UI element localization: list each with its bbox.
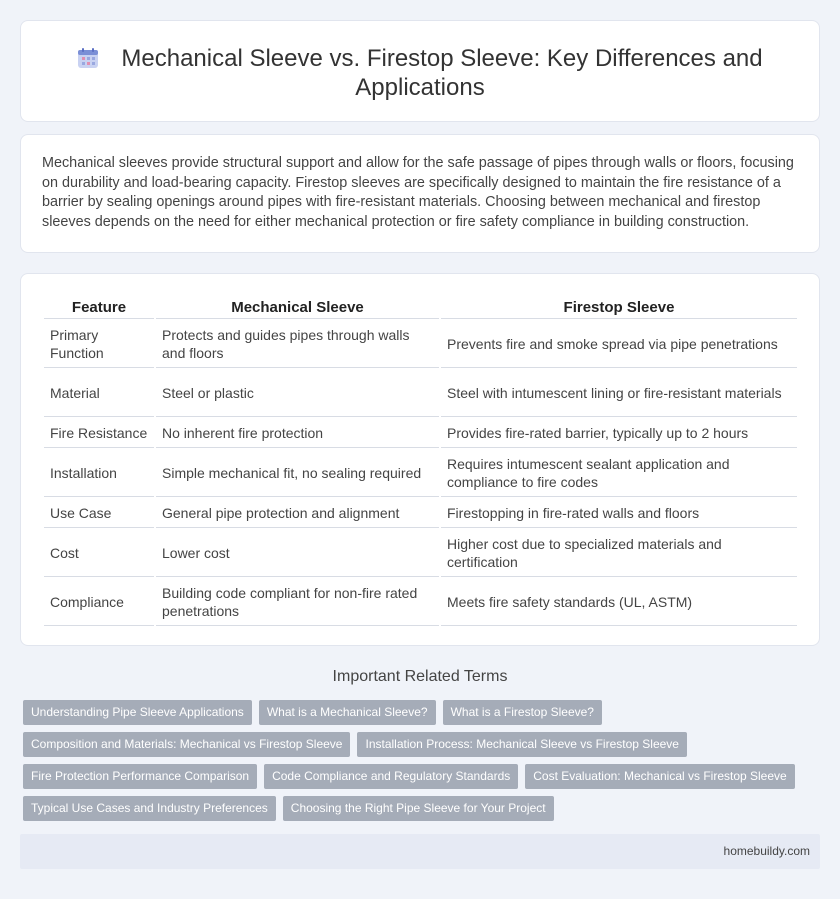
calendar-icon bbox=[77, 47, 99, 69]
table-cell: General pipe protection and alignment bbox=[156, 499, 439, 528]
table-cell: Steel with intumescent lining or fire-resistant materials bbox=[441, 370, 797, 417]
table-cell: Requires intumescent sealant application and compliance to fire codes bbox=[441, 450, 797, 497]
related-term-tag[interactable]: Typical Use Cases and Industry Preferences bbox=[23, 796, 276, 821]
table-row bbox=[44, 370, 797, 417]
table-cell: Prevents fire and smoke spread via pipe penetrations bbox=[441, 321, 797, 368]
header-card bbox=[20, 20, 820, 122]
header-feature: Feature bbox=[44, 296, 154, 319]
related-term-tag[interactable]: What is a Firestop Sleeve? bbox=[443, 700, 602, 725]
table-cell: Provides fire-rated barrier, typically up to 2 hours bbox=[441, 419, 797, 448]
table-cell: Material bbox=[44, 370, 154, 417]
table-row bbox=[44, 419, 797, 448]
table-row bbox=[44, 530, 797, 577]
table-cell: Higher cost due to specialized materials and certification bbox=[441, 530, 797, 577]
table-cell: Building code compliant for non-fire rated penetrations bbox=[156, 579, 439, 626]
related-term-tag[interactable]: Installation Process: Mechanical Sleeve vs Firestop Sleeve bbox=[357, 732, 686, 757]
related-term-tag[interactable]: Code Compliance and Regulatory Standards bbox=[264, 764, 518, 789]
related-terms-list bbox=[23, 700, 823, 828]
table-cell: Firestopping in fire-rated walls and floors bbox=[441, 499, 797, 528]
table-row bbox=[44, 450, 797, 497]
table-row bbox=[44, 499, 797, 528]
table-cell: Use Case bbox=[44, 499, 154, 528]
table-cell: Simple mechanical fit, no sealing required bbox=[156, 450, 439, 497]
related-term-tag[interactable]: Choosing the Right Pipe Sleeve for Your Project bbox=[283, 796, 554, 821]
related-term-tag[interactable]: Cost Evaluation: Mechanical vs Firestop Sleeve bbox=[525, 764, 794, 789]
table-cell: Fire Resistance bbox=[44, 419, 154, 448]
comparison-table bbox=[42, 294, 799, 628]
table-cell: Steel or plastic bbox=[156, 370, 439, 417]
table-row bbox=[44, 321, 797, 368]
page-title: Mechanical Sleeve vs. Firestop Sleeve: Key Differences and Applications bbox=[121, 45, 763, 101]
table-cell: Cost bbox=[44, 530, 154, 577]
table-cell: Installation bbox=[44, 450, 154, 497]
related-term-tag[interactable]: Fire Protection Performance Comparison bbox=[23, 764, 257, 789]
table-cell: No inherent fire protection bbox=[156, 419, 439, 448]
intro-card bbox=[20, 134, 820, 253]
table-cell: Lower cost bbox=[156, 530, 439, 577]
related-term-tag[interactable]: What is a Mechanical Sleeve? bbox=[259, 700, 436, 725]
header-mechanical: Mechanical Sleeve bbox=[156, 296, 439, 319]
related-term-tag[interactable]: Understanding Pipe Sleeve Applications bbox=[23, 700, 252, 725]
page-title-wrap bbox=[21, 44, 819, 102]
intro-paragraph: Mechanical sleeves provide structural support and allow for the safe passage of pipes through walls or floors, focusing on durability and load-bearing capacity. Firestop sleeves are specifically designed to maintain the fire resistance of a barrier by sealing openings around pipes with fire-resistant materials. Choosing between mechanical and firestop sleeves depends on the need for either mechanical protection or fire safety compliance in building construction. bbox=[42, 155, 794, 230]
footer bbox=[20, 834, 820, 869]
table-header-row bbox=[44, 296, 797, 319]
footer-site-link[interactable]: homebuildy.com bbox=[723, 844, 810, 858]
related-term-tag[interactable]: Composition and Materials: Mechanical vs Firestop Sleeve bbox=[23, 732, 350, 757]
related-terms-title: Important Related Terms bbox=[332, 668, 508, 685]
table-cell: Primary Function bbox=[44, 321, 154, 368]
table-row bbox=[44, 579, 797, 626]
table-cell: Meets fire safety standards (UL, ASTM) bbox=[441, 579, 797, 626]
table-cell: Protects and guides pipes through walls and floors bbox=[156, 321, 439, 368]
header-firestop: Firestop Sleeve bbox=[441, 296, 797, 319]
table-cell: Compliance bbox=[44, 579, 154, 626]
comparison-table-card bbox=[20, 273, 820, 646]
